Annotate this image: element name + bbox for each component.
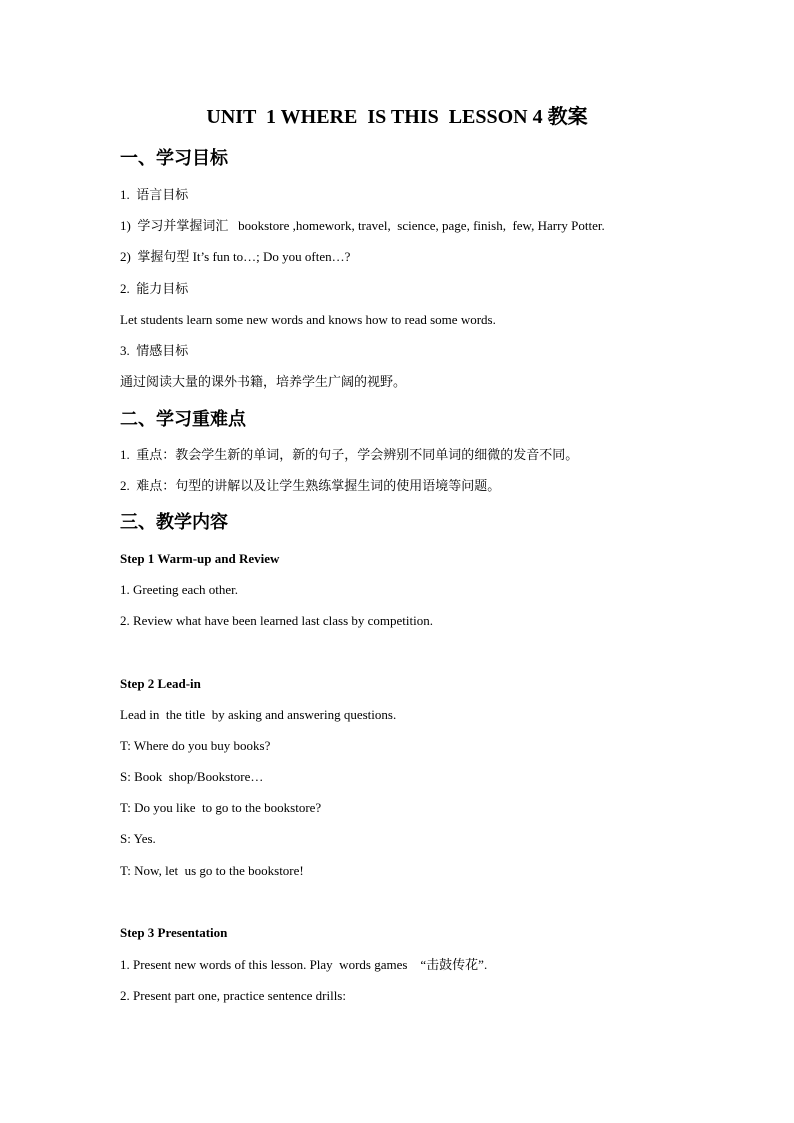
step2-line: T: Do you like to go to the bookstore? [120,800,322,815]
document-title: UNIT 1 WHERE IS THIS LESSON 4 教案 [206,106,588,128]
step1-line: 1. Greeting each other. [120,582,239,597]
step2-line: Lead in the title by asking and answering questions. [120,707,397,722]
step2-line: T: Now, let us go to the bookstore! [120,863,304,878]
step3-line: 1. Present new words of this lesson. Play words games “击鼓传花”. [120,957,488,972]
step1-line: 2. Review what have been learned last class by competition. [120,613,433,628]
step2-line: S: Yes. [120,831,156,846]
objective-language-label: 1. 语言目标 [120,187,189,202]
objective-emotion-text: 通过阅读大量的课外书籍，培养学生广阔的视野。 [120,374,407,389]
step2-line: S: Book shop/Bookstore… [120,769,264,784]
objective-vocabulary: 1) 学习并掌握词汇 bookstore ,homework, travel, science, page, finish, few, Harry Potter. [120,218,605,233]
step2-line: T: Where do you buy books? [120,738,271,753]
step3-line: 2. Present part one, practice sentence drills: [120,988,346,1003]
objective-emotion-label: 3. 情感目标 [120,343,189,358]
objective-ability-label: 2. 能力目标 [120,281,189,296]
section-heading-key-points: 二、学习重难点 [120,409,246,430]
section-heading-objectives: 一、学习目标 [120,148,228,169]
step1-title: Step 1 Warm-up and Review [120,551,280,566]
section-heading-content: 三、教学内容 [120,512,228,533]
objective-sentence-patterns: 2) 掌握句型 It’s fun to…; Do you often…? [120,249,351,264]
key-point-text: 1. 重点：教会学生新的单词，新的句子，学会辨别不同单词的细微的发音不同。 [120,447,579,462]
step2-title: Step 2 Lead-in [120,676,201,691]
objective-ability-text: Let students learn some new words and knows how to read some words. [120,312,496,327]
step3-title: Step 3 Presentation [120,925,228,940]
difficult-point-text: 2. 难点：句型的讲解以及让学生熟练掌握生词的使用语境等问题。 [120,478,501,493]
